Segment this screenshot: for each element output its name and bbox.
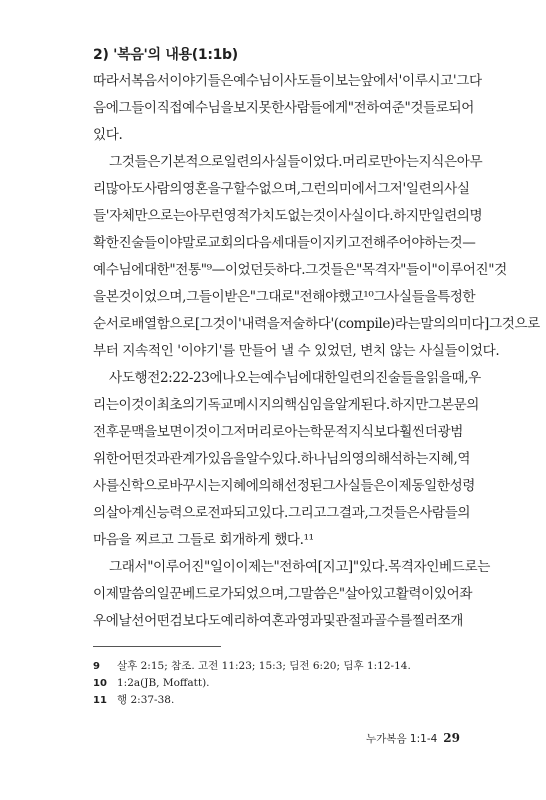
- text-line: 순서로 배열함으로[그것이 '내력을 저술하다'(compile)라는 말의 의미다] 그것으로: [93, 316, 540, 332]
- text-line: 전후 문맥을 보면 이것이 그저 머리로 아는 학문적 지식보다 훨씬 더 광범: [93, 424, 463, 440]
- footnote: [93, 675, 463, 692]
- text-line: 있다.: [93, 127, 123, 143]
- text-line: 우에 날선 어떤 검보다도 예리하여 혼과 영과 및 관절과 골수를 찔러 쪼개: [93, 613, 463, 629]
- footnote-text: 1:2a(JB, Moffatt).: [117, 677, 210, 689]
- text-line: 음에 그들이 직접 예수님을 보지 못한 사람들에게 "전하여 준" 것들로 되어: [93, 100, 475, 116]
- text-line: 예수님에 대한 "전통"⁹—이었던 듯하다. 그것들은 "목격자"들이 "이루어진" 것: [93, 262, 507, 278]
- text-line: 위한 어떤 것과 관계가 있음을 알 수 있다. 하나님의 영의 해석하는 지혜, 역: [93, 451, 471, 467]
- footnote: [93, 658, 463, 675]
- text-line: 부터 지속적인 '이야기'를 만들어 낼 수 있었던, 변치 않는 사실들이었다.: [93, 343, 500, 359]
- text-line: 그것들은 기본적으로 일련의 사실들이었다. 머리로만 아는 지식은 아무: [109, 154, 483, 170]
- text-line: 리 많아도 사람의 영혼을 구할 수 없으며, 그런 의미에서 그저 '일련의 사실: [93, 181, 470, 197]
- text-line: 이제 말씀의 일꾼 베드로가 되었으며, 그 말씀은 "살아 있고 활력이 있어 좌: [93, 586, 473, 602]
- text-line: 을 본 것이었으며, 그들이 받은 "그대로" 전해야 했고¹⁰ 그 사실들을 특정한: [93, 289, 476, 305]
- text-line: 사를 신학으로 바꾸시는 지혜에 의해 선정된 그 사실들은 이제 동일한 성령: [93, 478, 476, 494]
- text-line: 의 살아 계신 능력으로 전파되고 있다. 그리고 그 결과, 그것들은 사람들의: [93, 505, 471, 521]
- footnote-text: 살후 2:15; 참조. 고전 11:23; 15:3; 딤전 6:20; 딤후 1:12-14.: [117, 660, 411, 672]
- text-line: 확한 진술들이야말로 교회의 다음 세대들이 지키고 전해 주어야 하는 것—: [93, 235, 476, 251]
- page-footer: [366, 731, 460, 746]
- text-line: 그래서 "이루어진" 일이 이제는 "전하여[지고]" 있다. 목격자인 베드로는: [109, 559, 490, 575]
- text-line: 들' 자체만으로는 아무런 영적 가치도 없는 것이 사실이다. 하지만 일련의 명: [93, 208, 483, 224]
- footnotes: [93, 658, 463, 709]
- footnote-text: 행 2:37-38.: [117, 694, 175, 706]
- footnote: [93, 692, 463, 709]
- text-line: 마음을 찌르고 그들로 회개하게 했다.¹¹: [93, 532, 314, 548]
- footnote-number: 11: [93, 695, 107, 706]
- footnote-number: 10: [93, 678, 107, 689]
- page-number: 29: [443, 731, 460, 745]
- body-text: [93, 68, 540, 635]
- text-line: 사도행전 2:22-23에 나오는 예수님에 대한 일련의 진술들을 읽을 때, 우: [109, 370, 481, 386]
- footnote-divider: [93, 646, 221, 647]
- text-line: 따라서 복음서 이야기들은 예수님이 사도들이 보는 앞에서 '이루시고' 그다: [93, 73, 482, 89]
- section-heading: 2) '복음'의 내용(1:1b): [93, 47, 238, 63]
- footnote-number: 9: [93, 661, 100, 672]
- running-title: 누가복음 1:1-4: [366, 733, 438, 745]
- text-line: 리는 이것이 최초의 기독교 메시지의 핵심임을 알게 된다. 하지만 그 본문의: [93, 397, 479, 413]
